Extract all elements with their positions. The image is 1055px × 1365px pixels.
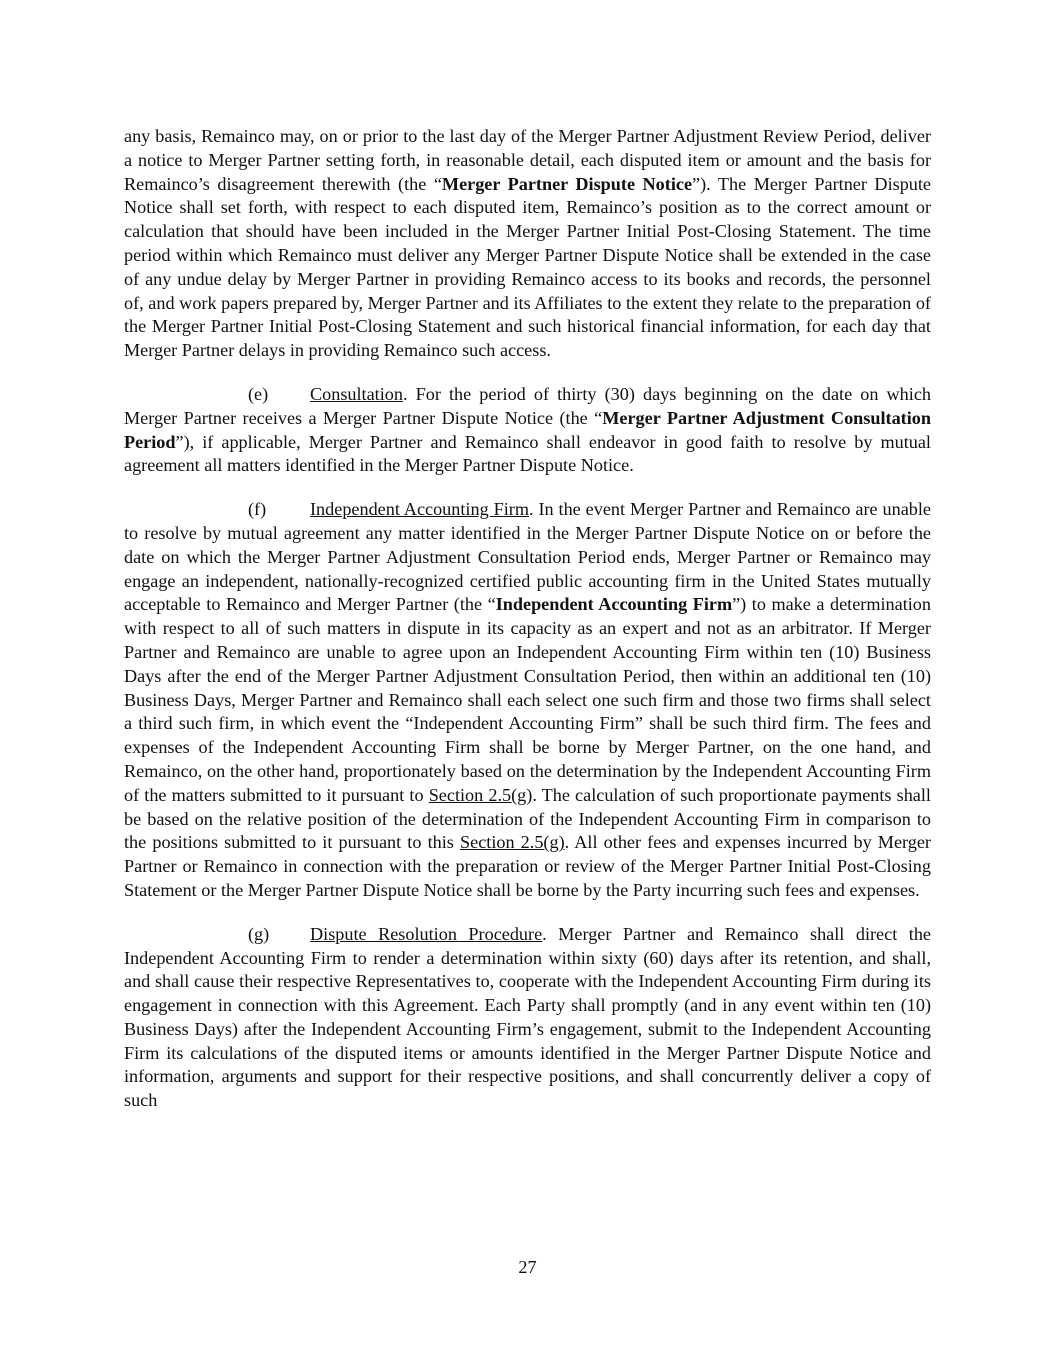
section-heading: Dispute Resolution Procedure — [310, 923, 543, 944]
paragraph-text: any basis, Remainco may, on or prior to the last day of the Merger Partner Adjustment Review Period, deliver a notice to Merger Partner setting forth, in reasonable detail, each disputed item or amount and the basis for Remainco’s disagreement therewith (the “ — [124, 126, 931, 194]
paragraph-text: ”). The Merger Partner Dispute Notice shall set forth, with respect to each disputed item, Remainco’s position as to the correct amount or calculation that should have been included in the Merger Partner Initial Post-Closing Statement. The time period within which Remainco must deliver any Merger Partner Dispute Notice shall be extended in the case of any undue delay by Merger Partner in providing Remainco access to its books and records, the personnel of, and work papers prepared by, Merger Partner and its Affiliates to the extent they relate to the preparation of the Merger Partner Initial Post-Closing Statement and such historical financial information, for each day that Merger Partner delays in providing Remainco such access. — [124, 173, 932, 361]
paragraph-d-continued — [124, 125, 931, 363]
paragraph-g — [124, 923, 931, 1113]
paragraph-text: . All other fees and expenses incurred by Merger Partner or Remainco in connection with the preparation or review of the Merger Partner Initial Post-Closing Statement or the Merger Partner Dispute Notice shall be borne by the Party incurring such fees and expenses. — [124, 832, 931, 900]
paragraph-e — [124, 383, 931, 478]
section-heading: Consultation — [310, 383, 403, 404]
defined-term: Independent Accounting Firm — [495, 594, 733, 615]
page-number: 27 — [518, 1257, 537, 1277]
defined-term: Merger Partner Adjustment Consultation Period — [124, 407, 931, 452]
section-marker: (g) — [248, 923, 270, 944]
paragraph-text: ”), if applicable, Merger Partner and Remainco shall endeavor in good faith to resolve by mutual agreement all matters identified in the Merger Partner Dispute Notice. — [124, 431, 931, 476]
section-marker: (e) — [248, 383, 269, 404]
section-reference: Section 2.5(g) — [460, 832, 565, 853]
paragraph-text: ”) to make a determination with respect to all of such matters in dispute in its capacity as an expert and not as an arbitrator. If Merger Partner and Remainco are unable to agree upon an Independent Accounting Firm within ten (10) Business Days after the end of the Merger Partner Adjustment Consultation Period, then within an additional ten (10) Business Days, Merger Partner and Remainco shall each select one such firm and those two firms shall select a third such firm, in which event the “Independent Accounting Firm” shall be such third firm. The fees and expenses of the Independent Accounting Firm shall be borne by Merger Partner, on the one hand, and Remainco, on the other hand, proportionately based on the determination by the Independent Accounting Firm of the matters submitted to it pursuant to — [124, 594, 931, 805]
section-marker: (f) — [248, 499, 267, 520]
paragraph-text: . The calculation of such proportionate payments shall be based on the relative position of the determination of the Independent Accounting Firm in comparison to the positions submitted to it pursuant to this — [124, 784, 931, 853]
paragraph-text: . Merger Partner and Remainco shall direct the Independent Accounting Firm to render a determination within sixty (60) days after its retention, and shall, and shall cause their respective Representatives to, cooperate with the Independent Accounting Firm during its engagement in connection with this Agreement. Each Party shall promptly (and in any event within ten (10) Business Days) after the Independent Accounting Firm’s engagement, submit to the Independent Accounting Firm its calculations of the disputed items or amounts identified in the Merger Partner Dispute Notice and information, arguments and support for their respective positions, and shall concurrently deliver a copy of such — [124, 923, 931, 1111]
paragraph-text: . In the event Merger Partner and Remainco are unable to resolve by mutual agreement any matter identified in the Merger Partner Dispute Notice on or before the date on which the Merger Partner Adjustment Consultation Period ends, Merger Partner or Remainco may engage an independent, nationally-recognized certified public accounting firm in the United States mutually acceptable to Remainco and Merger Partner (the “ — [124, 499, 931, 615]
section-heading: Independent Accounting Firm — [310, 499, 529, 520]
section-reference: Section 2.5(g) — [428, 784, 533, 805]
defined-term: Merger Partner Dispute Notice — [441, 173, 693, 194]
paragraph-f — [124, 498, 931, 903]
paragraph-text: . For the period of thirty (30) days beginning on the date on which Merger Partner receives a Merger Partner Dispute Notice (the “ — [124, 383, 931, 428]
document-page — [124, 125, 931, 1133]
